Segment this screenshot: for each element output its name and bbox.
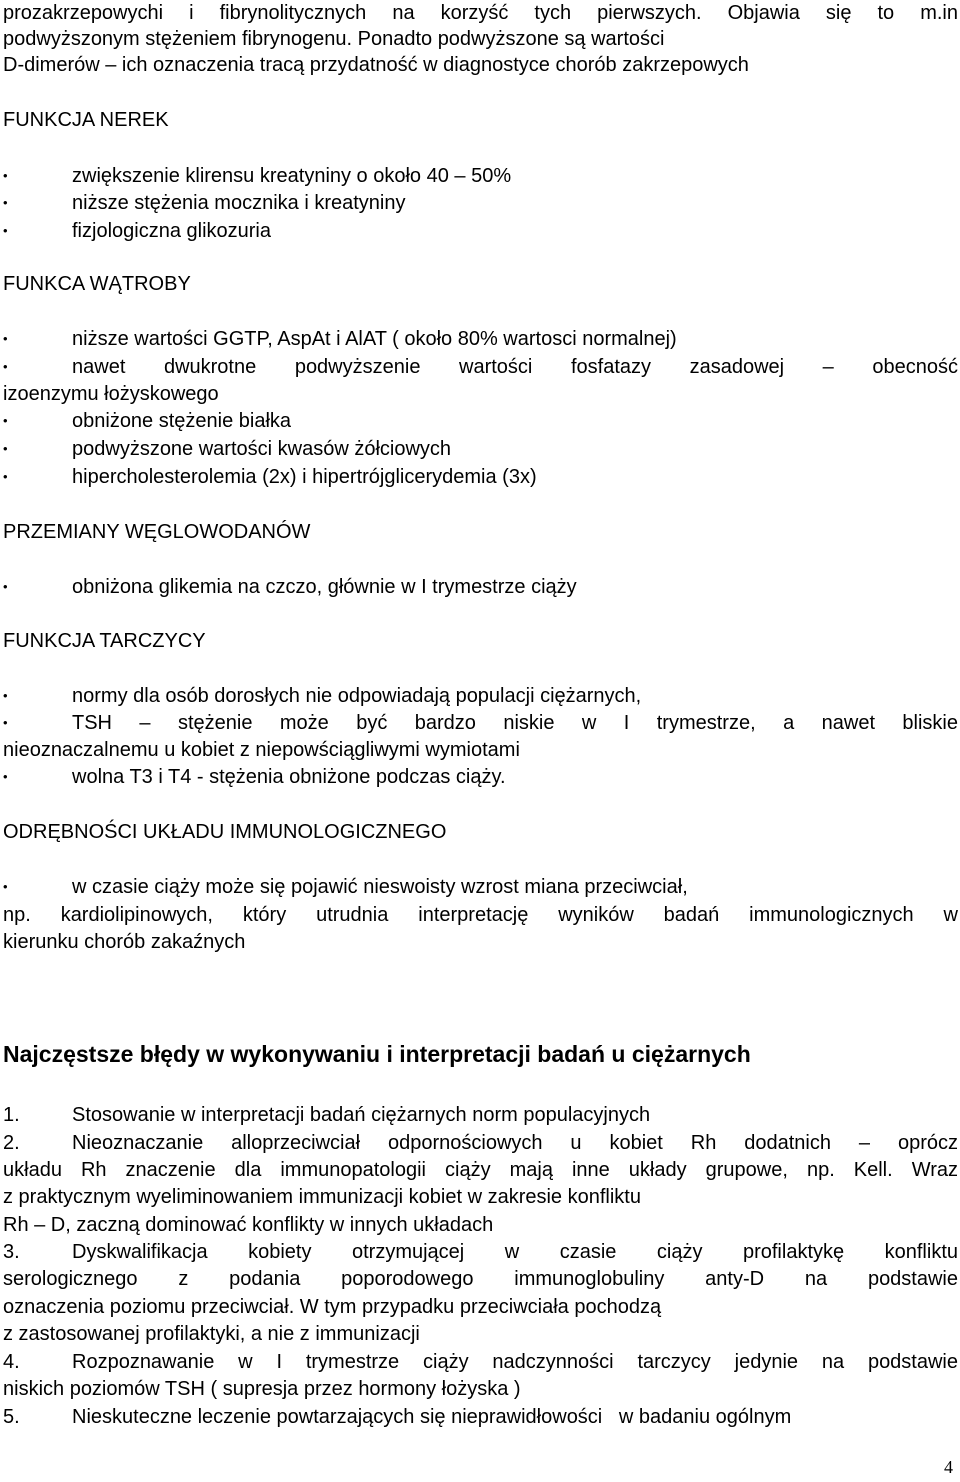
list-item-continuation: izoenzymu łożyskowego — [3, 383, 219, 405]
bullet-icon: • — [3, 579, 8, 594]
numbered-item-continuation: niskich poziomów TSH ( supresja przez hormony łożyska ) — [3, 1378, 521, 1400]
list-item-continuation: nieoznaczalnemu u kobiet z niepowściągliwymi wymiotami — [3, 739, 520, 761]
section-heading-liver: FUNKCA WĄTROBY — [3, 273, 191, 295]
section-heading-thyroid: FUNKCJA TARCZYCY — [3, 630, 206, 652]
numbered-item-continuation: układu Rh znaczenie dla immunopatologii ciąży mają inne układy grupowe, np. Kell. Wraz — [3, 1159, 958, 1181]
numbered-item-continuation: z praktycznym wyeliminowaniem immunizacji kobiet w zakresie konfliktu — [3, 1186, 641, 1208]
bullet-icon: • — [3, 769, 8, 784]
section-heading-immunology: ODRĘBNOŚCI UKŁADU IMMUNOLOGICZNEGO — [3, 821, 447, 843]
item-number: 2. — [3, 1132, 20, 1154]
item-number: 4. — [3, 1351, 20, 1373]
intro-line: podwyższonym stężeniem fibrynogenu. Ponadto podwyższone są wartości — [3, 28, 665, 50]
bullet-icon: • — [3, 688, 8, 703]
list-item-continuation: np. kardiolipinowych, który utrudnia interpretację wyników badań immunologicznych w — [3, 904, 958, 926]
intro-line: D-dimerów – ich oznaczenia tracą przydatność w diagnostyce chorób zakrzepowych — [3, 54, 749, 76]
bullet-icon: • — [3, 195, 8, 210]
page-number: 4 — [944, 1457, 953, 1477]
bullet-icon: • — [3, 469, 8, 484]
section-heading-kidneys: FUNKCJA NEREK — [3, 109, 169, 131]
list-item-continuation: kierunku chorób zakaźnych — [3, 931, 246, 953]
numbered-item-continuation: Rh – D, zaczną dominować konflikty w innych układach — [3, 1214, 494, 1236]
bullet-icon: • — [3, 413, 8, 428]
item-number: 3. — [3, 1241, 20, 1263]
bullet-icon: • — [3, 715, 8, 730]
bullet-icon: • — [3, 359, 8, 374]
bullet-icon: • — [3, 223, 8, 238]
item-number: 5. — [3, 1406, 20, 1428]
bullet-icon: • — [3, 331, 8, 346]
numbered-item-continuation: serologicznego z podania poporodowego immunoglobuliny anty-D na podstawie — [3, 1268, 958, 1290]
bullet-icon: • — [3, 879, 8, 894]
page-title: Najczęstsze błędy w wykonywaniu i interpretacji badań u ciężarnych — [3, 1041, 751, 1067]
bullet-icon: • — [3, 441, 8, 456]
numbered-item-continuation: z zastosowanej profilaktyki, a nie z immunizacji — [3, 1323, 420, 1345]
bullet-icon: • — [3, 168, 8, 183]
intro-line: prozakrzepowychi i fibrynolitycznych na korzyść tych pierwszych. Objawia się to m.in — [3, 2, 958, 24]
numbered-item-continuation: oznaczenia poziomu przeciwciał. W tym przypadku przeciwciała pochodzą — [3, 1296, 662, 1318]
section-heading-carbohydrates: PRZEMIANY WĘGLOWODANÓW — [3, 521, 311, 543]
item-number: 1. — [3, 1104, 20, 1126]
